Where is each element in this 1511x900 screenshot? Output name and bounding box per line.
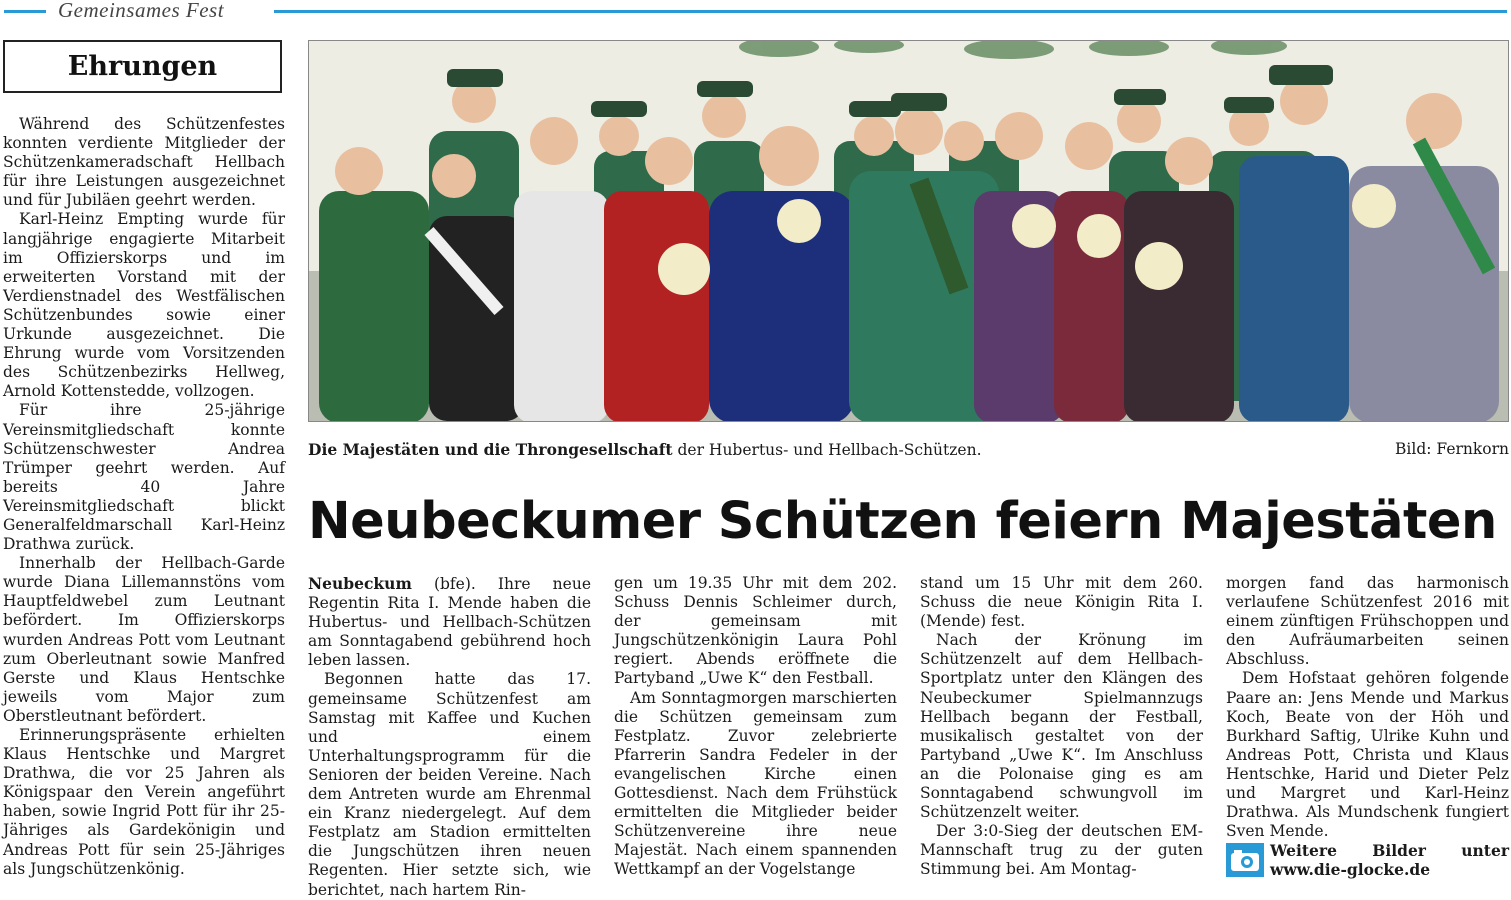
article-dateline: Neubeckum <box>308 574 412 593</box>
article-paragraph: Am Sonntagmorgen marschierten die Schützen gemeinsam zum Festplatz. Zuvor zelebrierte Pfarrerin Sandra Fedeler in der evangelischen Kirche einen Gottesdienst. Nach dem Frühstück ermittelten die Mitglieder beider Schützenvereine ihre neue Majestät. Nach einem spannenden Wettkampf an der Vogelstange <box>614 688 897 879</box>
sidebar-paragraph: Innerhalb der Hellbach-Garde wurde Diana Lillemannstöns vom Hauptfeldwebel zum Leutnant befördert. Im Offizierskorps wurden Andreas Pott vom Leutnant zum Oberleutnant sowie Manfred Gerste und Klaus Hentschke jeweils vom Major zum Oberstleutnant befördert. <box>3 554 285 725</box>
photo-caption <box>308 440 1509 459</box>
more-photos-label-1: Weitere <box>1270 841 1337 861</box>
camera-icon <box>1226 843 1264 877</box>
photo-caption-bold: Die Majestäten und die Throngesellschaft <box>308 440 673 459</box>
group-photo-illustration <box>309 41 1509 422</box>
article-paragraph: Nach der Krönung im Schützenzelt auf dem Hellbach-Sportplatz unter den Klängen des Neubeckumer Spielmannzugs Hellbach begann der Festball, musikalisch gestaltet von der Partyband „Uwe K“. Im Anschluss an die Polonaise ging es am Sonntagabend schwungvoll im Schützenzelt weiter. <box>920 631 1203 822</box>
photo-credit: Bild: Fernkorn <box>1395 440 1509 458</box>
article-lead: (bfe). Ihre neue Regentin Rita I. Mende haben die Hubertus- und Hellbach-Schützen am Sonntagabend gebührend hoch leben lassen. <box>308 575 591 670</box>
article-column-2 <box>614 574 897 880</box>
article-column-1 <box>308 574 591 900</box>
more-photos-text <box>1270 841 1509 879</box>
sidebar-paragraph: Während des Schützenfestes konnten verdiente Mitglieder der Schützenkameradschaft Hellbach für ihre Leistungen ausgezeichnet und für Jubiläen geehrt werden. <box>3 115 285 210</box>
article-paragraph: stand um 15 Uhr mit dem 260. Schuss die neue Königin Rita I. (Mende) fest. <box>920 574 1203 631</box>
sidebar-title-box <box>3 40 282 93</box>
article-paragraph: Der 3:0-Sieg der deutschen EM-Mannschaft trug zu der guten Stimmung bei. Am Montag- <box>920 822 1203 879</box>
article-column-4 <box>1226 574 1509 879</box>
sidebar-paragraph: Erinnerungspräsente erhielten Klaus Hentschke und Margret Drathwa, die vor 25 Jahren als Königspaar den Verein angeführt haben, sowie Ingrid Pott für ihr 25-Jähriges als Gardekönigin und Andreas Pott für sein 25-Jähriges als Jungschützenkönig. <box>3 726 285 878</box>
sidebar-title: Ehrungen <box>67 51 218 82</box>
article-column-3 <box>920 574 1203 880</box>
header-rule-right <box>274 10 1507 13</box>
group-photo <box>308 40 1509 422</box>
article-paragraph: gen um 19.35 Uhr mit dem 202. Schuss Dennis Schleimer durch, der gemeinsam mit Jungschützenkönigin Laura Pohl regiert. Abends eröffnete die Partyband „Uwe K“ den Festball. <box>614 574 897 688</box>
article-paragraph: Dem Hofstaat gehören folgende Paare an: Jens Mende und Markus Koch, Beate von der Höh und Burkhard Saftig, Ulrike Kuhn und Andreas Pott, Christa und Klaus Hentschke, Harid und Dieter Pelz und Margret und Karl-Heinz Drathwa. Als Mundschenk fungiert Sven Mende. <box>1226 669 1509 841</box>
more-photos-label-2: Bilder <box>1372 841 1426 861</box>
article-paragraph <box>308 574 591 670</box>
sidebar-paragraph: Für ihre 25-jährige Vereinsmitgliedschaft konnte Schützenschwester Andrea Trümper geehrt werden. Auf bereits 40 Jahre Vereinsmitgliedschaft blickt Generalfeldmarschall Karl-Heinz Drathwa zurück. <box>3 401 285 554</box>
article-paragraph: Begonnen hatte das 17. gemeinsame Schützenfest am Samstag mit Kaffee und Kuchen und einem Unterhaltungsprogramm für die Senioren der beiden Vereine. Nach dem Antreten wurde am Ehrenmal ein Kranz niedergelegt. Auf dem Festplatz am Stadion ermittelten die Jungschützen ihren neuen Regenten. Hier setzte sich, wie berichtet, nach hartem Rin- <box>308 670 591 899</box>
more-photos-link[interactable] <box>1226 841 1509 879</box>
article-paragraph: morgen fand das harmonisch verlaufene Schützenfest 2016 mit einem zünftigen Frühschoppen und den Aufräumarbeiten seinen Abschluss. <box>1226 574 1509 669</box>
more-photos-label-3: unter <box>1461 841 1509 861</box>
article-headline: Neubeckumer Schützen feiern Majestäten <box>308 492 1497 551</box>
more-photos-url[interactable]: www.die-glocke.de <box>1270 860 1431 880</box>
sidebar-paragraph: Karl-Heinz Empting wurde für langjährige engagierte Mitarbeit im Offizierskorps und im erweiterten Vorstand mit der Verdienstnadel des Westfälischen Schützenbundes sowie einer Urkunde ausgezeichnet. Die Ehrung wurde vom Vorsitzenden des Schützenbezirks Hellweg, Arnold Kottenstedde, vollzogen. <box>3 210 285 401</box>
sidebar-body <box>3 115 285 879</box>
photo-caption-rest: der Hubertus- und Hellbach-Schützen. <box>672 441 982 459</box>
section-kicker: Gemeinsames Fest <box>58 0 225 22</box>
header-rule-left <box>4 10 46 13</box>
